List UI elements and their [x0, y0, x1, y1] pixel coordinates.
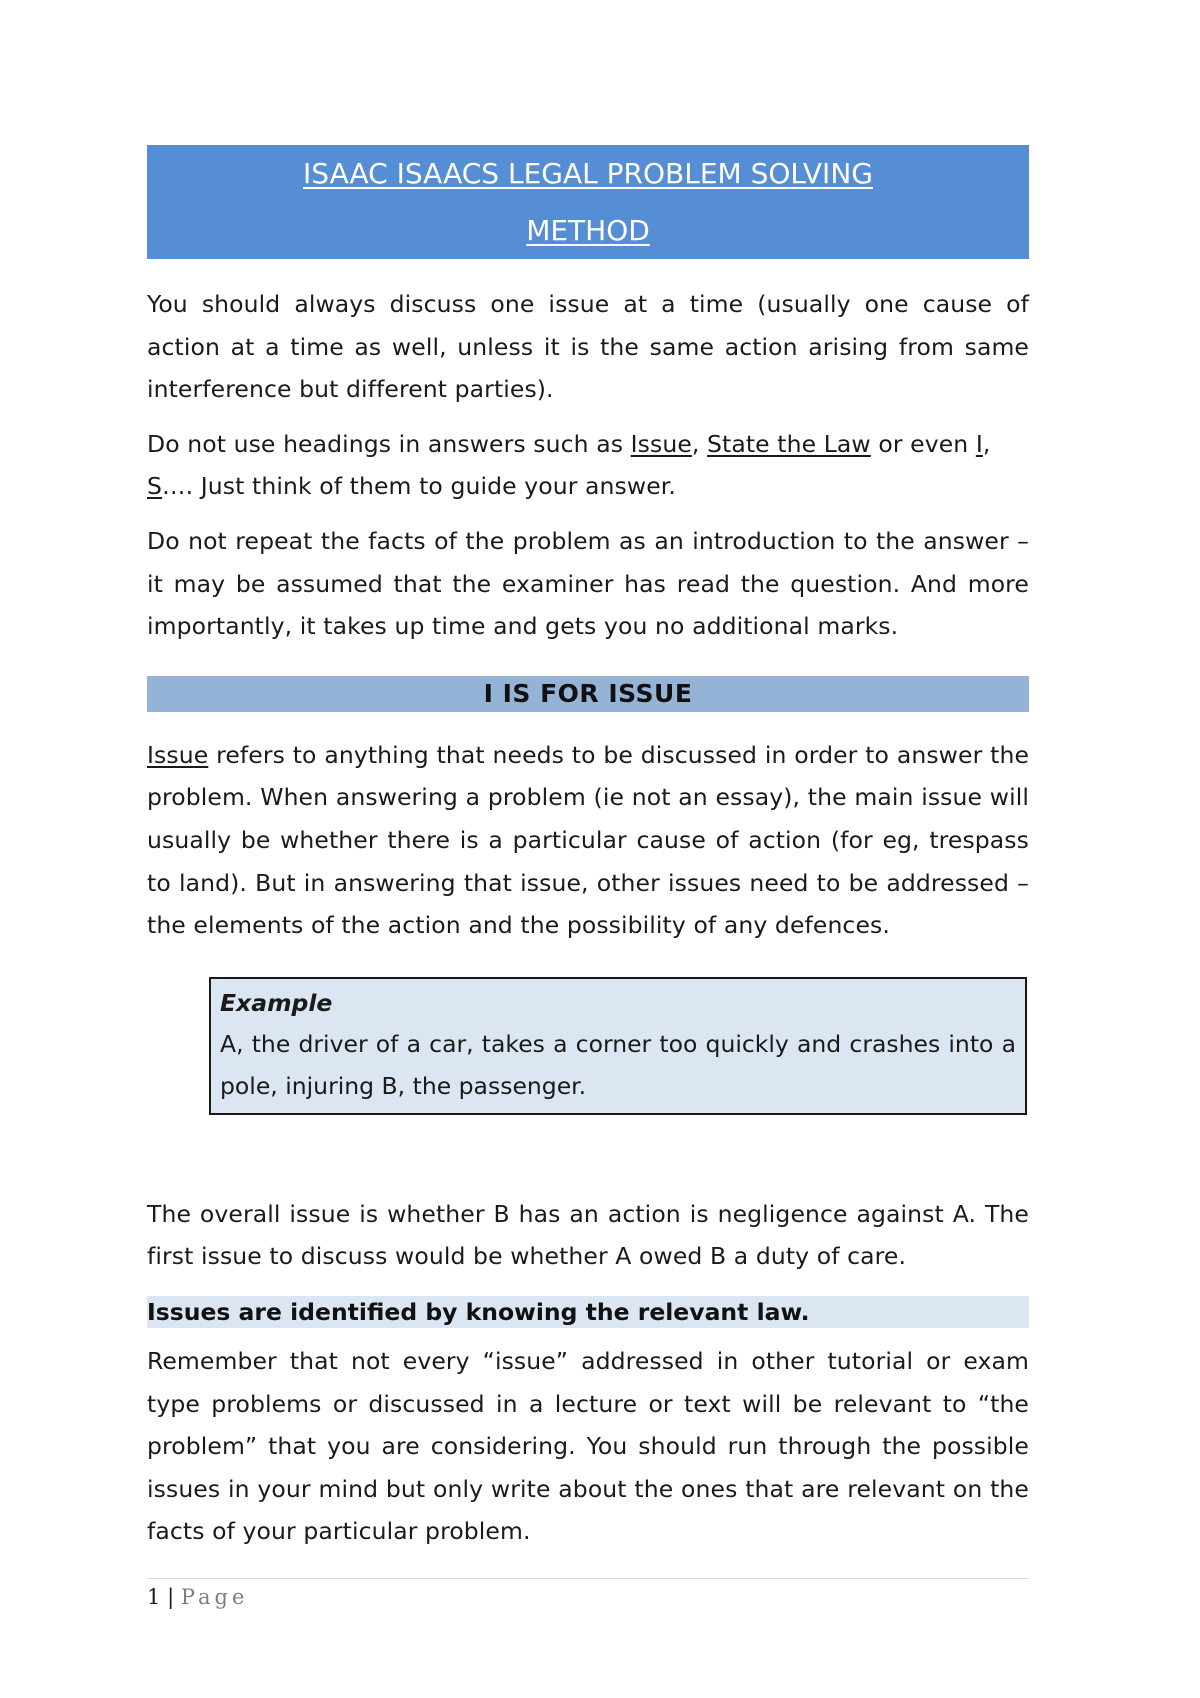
- page-footer: [147, 1578, 1029, 1609]
- title-line-2: METHOD: [526, 214, 650, 247]
- page-number: 1: [147, 1585, 161, 1609]
- section-heading-issue: I IS FOR ISSUE: [147, 676, 1029, 712]
- example-box: [209, 977, 1027, 1115]
- text-run: …. Just think of them to guide your answer.: [162, 472, 676, 501]
- document-page: [147, 145, 1029, 1565]
- title-line-1: ISAAC ISAACS LEGAL PROBLEM SOLVING: [303, 157, 873, 190]
- text-run: Do not use headings in answers such as: [147, 429, 631, 458]
- term-state-the-law: State the Law: [707, 429, 871, 458]
- subheading-issues-identified: Issues are identified by knowing the relevant law.: [147, 1296, 1029, 1328]
- text-run: or even: [870, 429, 976, 458]
- text-run: ,: [691, 429, 708, 458]
- intro-paragraph-3: Do not repeat the facts of the problem as an introduction to the answer – it may be assumed that the examiner has read the question. And more importantly, it takes up time and gets you no additional marks.: [147, 526, 1029, 641]
- footer-separator: |: [167, 1585, 175, 1609]
- term-issue: Issue: [630, 429, 692, 458]
- term-s: S: [147, 472, 163, 501]
- overall-issue-paragraph: The overall issue is whether B has an action is negligence against A. The first issue to discuss would be whether A owed B a duty of care.: [147, 1199, 1029, 1271]
- term-issue-definition: Issue: [147, 740, 209, 769]
- issue-paragraph: [147, 734, 1029, 947]
- intro-paragraph-1: You should always discuss one issue at a time (usually one cause of action at a time as well, unless it is the same action arising from same interference but different parties).: [147, 290, 1029, 404]
- term-i: I: [975, 429, 983, 458]
- text-run: refers to anything that needs to be discussed in order to answer the problem. When answering a problem (ie not an essay), the main issue will usually be whether there is a particular cause of action (for eg, trespass to land). But in answering that issue, other issues need to be addressed – the elements of the action and the possibility of any defences.: [147, 740, 1029, 940]
- identified-paragraph: Remember that not every “issue” addressed in other tutorial or exam type problems or discussed in a lecture or text will be relevant to “the problem” that you are considering. You should run through the possible issues in your mind but only write about the ones that are relevant on the facts of your particular problem.: [147, 1346, 1029, 1546]
- document-title: [147, 145, 1029, 259]
- example-text: A, the driver of a car, takes a corner too quickly and crashes into a pole, injuring B, the passenger.: [220, 1029, 1016, 1100]
- intro-paragraph-2: [147, 423, 1029, 508]
- text-run: ,: [982, 429, 991, 458]
- page-label: Page: [180, 1585, 249, 1609]
- example-label: Example: [220, 988, 333, 1017]
